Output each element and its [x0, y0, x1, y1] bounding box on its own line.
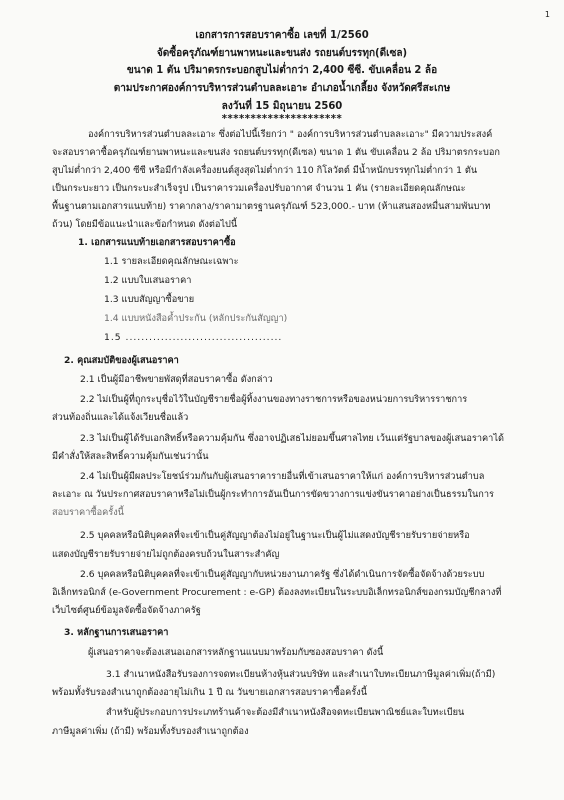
stars-divider: *********************	[221, 113, 343, 125]
section-1-title: 1. เอกสารแนบท้ายเอกสารสอบราคาซื้อ	[78, 237, 236, 248]
section-2-line: ส่วนท้องถิ่นและได้แจ้งเวียนชื่อแล้ว	[52, 412, 189, 423]
section-2-line: 2.3 ไม่เป็นผู้ได้รับเอกสิทธิ์หรือความคุ้มกัน ซึ่งอาจปฏิเสธไม่ยอมขึ้นศาลไทย เว้นแต่รัฐบาลของผู้เสนอราคาได้	[80, 433, 504, 444]
doc-subtitle-spec: ขนาด 1 ตัน ปริมาตรกระบอกสูบไม่ต่ำกว่า 2,400 ซีซี. ขับเคลื่อน 2 ล้อ	[126, 64, 438, 76]
section-2-line: อิเล็กทรอนิกส์ (e-Government Procurement : e-GP) ต้องลงทะเบียนในระบบอิเล็กทรอนิกส์ของกรมบัญชีกลางที่	[52, 587, 502, 598]
intro-line: จะสอบราคาซื้อครุภัณฑ์ยานพาหนะและขนส่ง รถยนต์บรรทุก(ดีเซล) ขนาด 1 ตัน ขับเคลื่อน 2 ล้อ ปริมาตรกระบอก	[52, 147, 500, 158]
section-2-line: เว็บไซต์ศูนย์ข้อมูลจัดซื้อจัดจ้างภาครัฐ	[52, 605, 201, 616]
section-1-item: 1.5 ........................................	[104, 332, 283, 343]
doc-title: เอกสารการสอบราคาซื้อ เลขที่ 1/2560	[195, 29, 369, 41]
intro-line: องค์การบริหารส่วนตำบลละเอาะ ซึ่งต่อไปนี้เรียกว่า " องค์การบริหารส่วนตำบลละเอาะ" มีความประสงค์	[88, 129, 493, 140]
section-1-item: 1.3 แบบสัญญาซื้อขาย	[104, 294, 195, 305]
section-2-title: 2. คุณสมบัติของผู้เสนอราคา	[64, 355, 179, 366]
section-3-line: ภาษีมูลค่าเพิ่ม (ถ้ามี) พร้อมทั้งรับรองสำเนาถูกต้อง	[52, 726, 249, 737]
section-3-line: 3.1 สำเนาหนังสือรับรองการจดทะเบียนห้างหุ้นส่วนบริษัท และสำเนาใบทะเบียนภาษีมูลค่าเพิ่ม(ถ้ามี)	[106, 669, 496, 680]
section-3-line: พร้อมทั้งรับรองสำเนาถูกต้องอายุไม่เกิน 1 ปี ณ วันขายเอกสารสอบราคาซื้อครั้งนี้	[52, 687, 367, 698]
section-2-line: 2.1 เป็นผู้มีอาชีพขายพัสดุที่สอบราคาซื้อ ดังกล่าว	[80, 374, 273, 385]
section-2-line: ละเอาะ ณ วันประกาศสอบราคาหรือไม่เป็นผู้กระทำการอันเป็นการขัดขวางการแข่งขันราคาอย่างเป็นธรรมในการ	[52, 489, 494, 500]
section-2-line: 2.6 บุคคลหรือนิติบุคคลที่จะเข้าเป็นคู่สัญญากับหน่วยงานภาครัฐ ซึ่งได้ดำเนินการจัดซื้อจัดจ้างด้วยระบบ	[80, 569, 485, 580]
section-2-line: มีคำสั่งให้สละสิทธิ์ความคุ้มกันเช่นว่านั้น	[52, 451, 209, 462]
section-1-item: 1.1 รายละเอียดคุณลักษณะเฉพาะ	[104, 256, 239, 267]
section-3-title: 3. หลักฐานการเสนอราคา	[64, 627, 169, 638]
intro-line: พื้นฐานตามเอกสารแนบท้าย) ราคากลาง/ราคามาตรฐานครุภัณฑ์ 523,000.- บาท (ห้าแสนสองหมื่นสามพันบาท	[52, 201, 491, 212]
intro-line: สูบไม่ต่ำกว่า 2,400 ซีซี หรือมีกำลังเครื่องยนต์สูงสุดไม่ต่ำกว่า 110 กิโลวัตต์ มีน้ำหนักบรรทุกไม่ต่ำกว่า 1 ตัน	[52, 165, 478, 176]
intro-line: ถ้วน) โดยมีข้อแนะนำและข้อกำหนด ดังต่อไปนี้	[52, 219, 238, 230]
doc-subtitle-purchase: จัดซื้อครุภัณฑ์ยานพาหนะและขนส่ง รถยนต์บรรทุก(ดีเซล)	[156, 47, 408, 59]
page-number: 1	[544, 10, 550, 19]
section-1-item: 1.4 แบบหนังสือค้ำประกัน (หลักประกันสัญญา)	[104, 313, 288, 324]
section-2-line: 2.2 ไม่เป็นผู้ที่ถูกระบุชื่อไว้ในบัญชีรายชื่อผู้ทิ้งงานของทางราชการหรือของหน่วยการบริหารราชการ	[80, 394, 468, 405]
section-2-line: 2.5 บุคคลหรือนิติบุคคลที่จะเข้าเป็นคู่สัญญาต้องไม่อยู่ในฐานะเป็นผู้ไม่แสดงบัญชีรายรับรายจ่ายหรือ	[80, 530, 470, 541]
doc-date: ลงวันที่ 15 มิถุนายน 2560	[221, 100, 343, 112]
section-1-item: 1.2 แบบใบเสนอราคา	[104, 275, 192, 286]
section-2-line: 2.4 ไม่เป็นผู้มีผลประโยชน์ร่วมกันกับผู้เสนอราคารายอื่นที่เข้าเสนอราคาให้แก่ องค์การบริหารส่วนตำบล	[80, 471, 485, 482]
doc-subtitle-announcement: ตามประกาศองค์การบริหารส่วนตำบลละเอาะ อำเภอน้ำเกลี้ยง จังหวัดศรีสะเกษ	[113, 82, 451, 94]
intro-line: เป็นกระบะยาว เป็นกระบะสำเร็จรูป เป็นราคารวมเครื่องปรับอากาศ จำนวน 1 คัน (รายละเอียดคุณลักษณะ	[52, 183, 466, 194]
section-3-line: ผู้เสนอราคาจะต้องเสนอเอกสารหลักฐานแนบมาพร้อมกับซองสอบราคา ดังนี้	[88, 647, 384, 658]
section-2-line: แสดงบัญชีรายรับรายจ่ายไม่ถูกต้องครบถ้วนในสาระสำคัญ	[52, 549, 280, 560]
section-3-line: สำหรับผู้ประกอบการประเภทร้านค้าจะต้องมีสำเนาหนังสือจดทะเบียนพาณิชย์และใบทะเบียน	[106, 707, 465, 718]
section-2-line: สอบราคาซื้อครั้งนี้	[52, 507, 124, 518]
